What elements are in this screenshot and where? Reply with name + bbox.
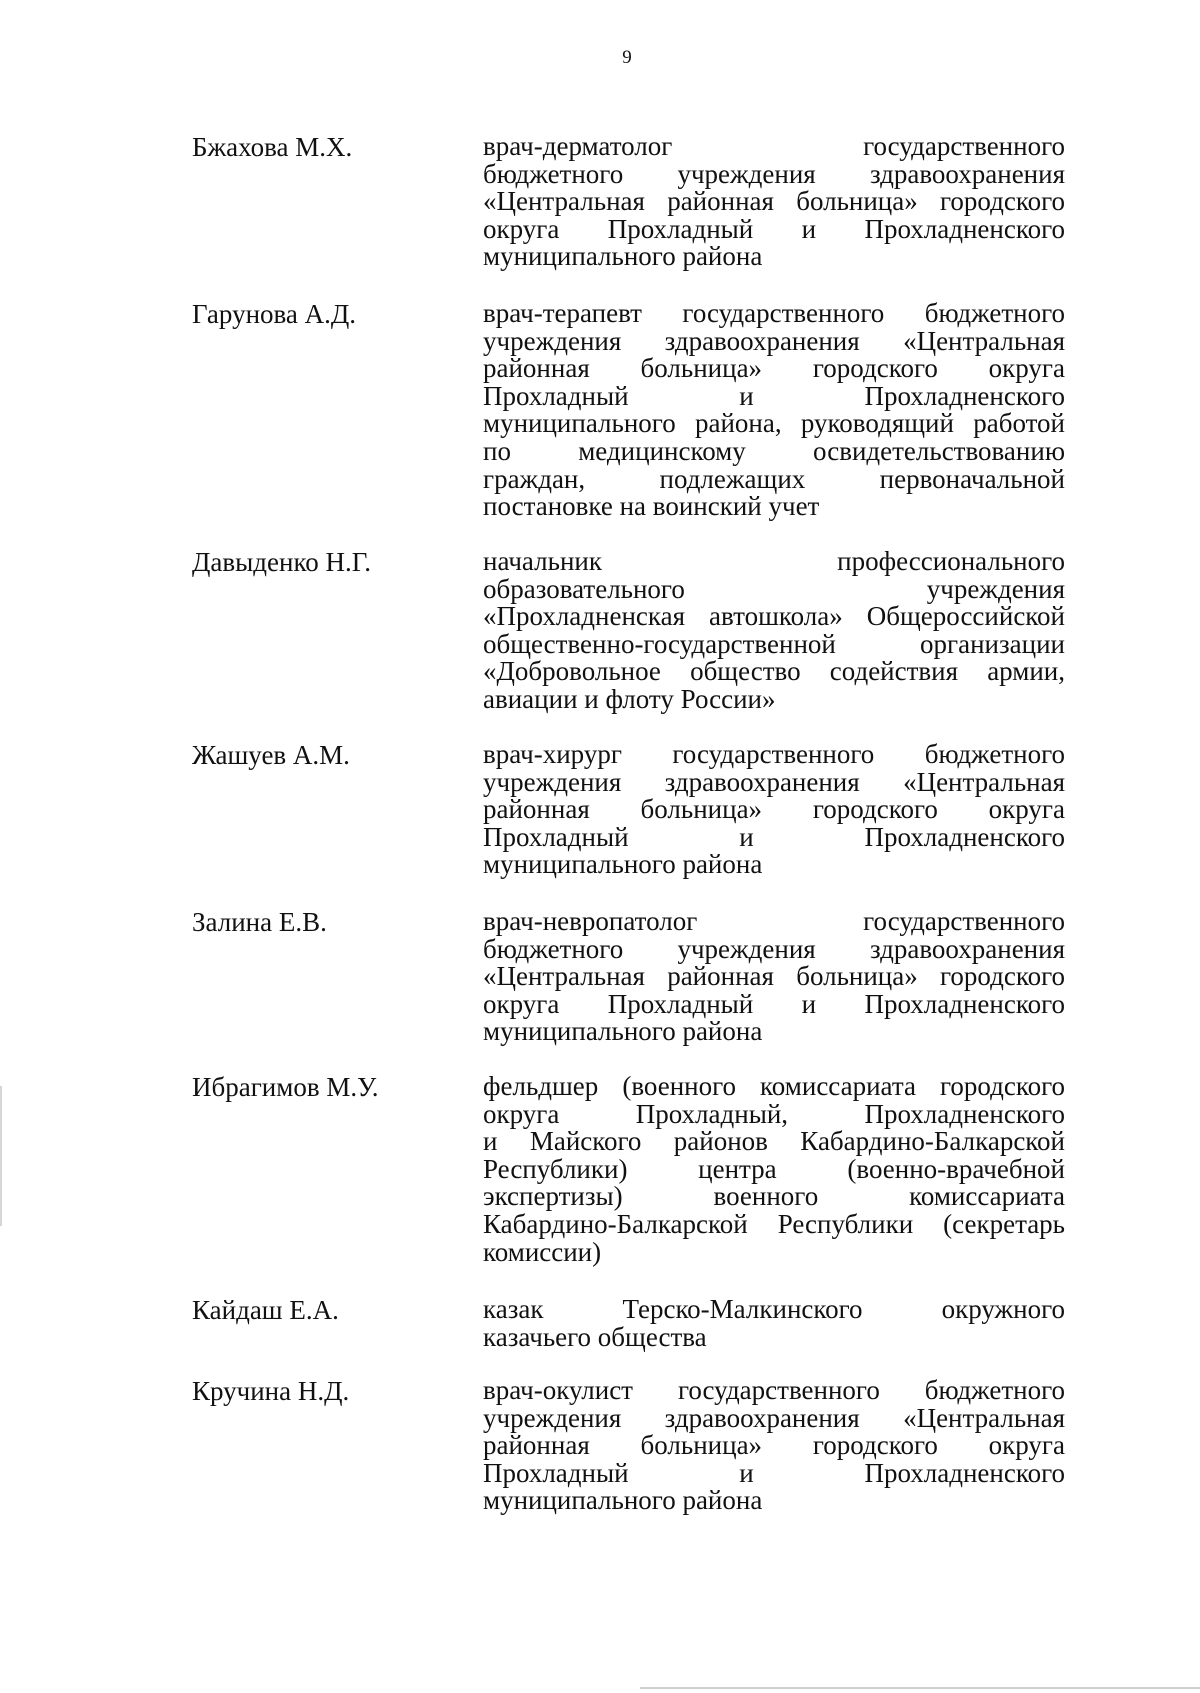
position-line: Прохладный и Прохладненского	[483, 821, 1065, 852]
position-line: казачьего общества	[483, 1321, 707, 1352]
position-line: учреждения здравоохранения «Центральная	[483, 766, 1065, 797]
member-name: Кручина Н.Д.	[192, 1376, 350, 1406]
position-line: округа Прохладный, Прохладненского	[483, 1098, 1065, 1129]
member-position	[483, 1296, 1065, 1351]
position-line: Республики) центра (военно-врачебной	[483, 1153, 1065, 1184]
position-line: районная больница» городского округа	[483, 794, 1065, 825]
position-line: врач-окулист государственного бюджетного	[483, 1375, 1065, 1405]
position-line: экспертизы) военного комиссариата	[483, 1181, 1065, 1212]
position-line: образовательного учреждения	[483, 573, 1065, 604]
position-line: по медицинскому освидетельствованию	[483, 435, 1065, 466]
position-line: Прохладный и Прохладненского	[483, 1457, 1065, 1488]
member-name: Кайдаш Е.А.	[192, 1295, 339, 1325]
position-line: учреждения здравоохранения «Центральная	[483, 325, 1065, 356]
position-line: округа Прохладный и Прохладненского	[483, 213, 1065, 244]
position-line: Прохладный и Прохладненского	[483, 380, 1065, 411]
member-position	[483, 548, 1065, 714]
member-position	[483, 133, 1065, 271]
scan-bottom-edge	[640, 1687, 1200, 1689]
position-line: «Центральная районная больница» городского	[483, 961, 1065, 992]
member-name: Давыденко Н.Г.	[192, 547, 372, 577]
position-line: учреждения здравоохранения «Центральная	[483, 1402, 1065, 1433]
member-position	[483, 1073, 1065, 1266]
position-line: «Центральная районная больница» городского	[483, 186, 1065, 217]
position-line: врач-хирург государственного бюджетного	[483, 739, 1065, 769]
position-line: авиации и флоту России»	[483, 683, 776, 714]
position-line: фельдшер (военного комиссариата городского	[483, 1071, 1065, 1101]
position-line: муниципального района	[483, 241, 763, 272]
position-line: «Добровольное общество содействия армии,	[483, 656, 1065, 687]
member-name: Жашуев А.М.	[192, 740, 350, 770]
position-line: муниципального района	[483, 1016, 763, 1047]
member-position	[483, 300, 1065, 521]
position-line: и Майского районов Кабардино-Балкарской	[483, 1126, 1065, 1157]
scan-edge-mark	[0, 1086, 2, 1226]
member-name: Ибрагимов М.У.	[192, 1072, 379, 1102]
position-line: комиссии)	[483, 1236, 602, 1267]
position-line: Кабардино-Балкарской Республики (секретарь	[483, 1208, 1065, 1239]
member-position	[483, 908, 1065, 1046]
position-line: районная больница» городского округа	[483, 353, 1065, 384]
page-number: 9	[622, 47, 632, 68]
member-name: Залина Е.В.	[192, 907, 327, 937]
position-line: казак Терско-Малкинского окружного	[483, 1294, 1065, 1324]
position-line: начальник профессионального	[483, 546, 1065, 576]
position-line: врач-невропатолог государственного	[483, 906, 1065, 936]
position-line: «Прохладненская автошкола» Общероссийской	[483, 601, 1065, 632]
position-line: врач-терапевт государственного бюджетного	[483, 298, 1065, 328]
member-position	[483, 1377, 1065, 1515]
position-line: постановке на воинский учет	[483, 491, 820, 522]
member-name: Гарунова А.Д.	[192, 299, 357, 329]
member-name: Бжахова М.Х.	[192, 132, 353, 162]
position-line: районная больница» городского округа	[483, 1430, 1065, 1461]
member-position	[483, 741, 1065, 879]
position-line: муниципального района	[483, 1485, 763, 1516]
position-line: округа Прохладный и Прохладненского	[483, 988, 1065, 1019]
position-line: общественно-государственной организации	[483, 628, 1065, 659]
position-line: врач-дерматолог государственного	[483, 131, 1065, 161]
position-line: муниципального района, руководящий работой	[483, 408, 1065, 439]
position-line: муниципального района	[483, 849, 763, 880]
position-line: бюджетного учреждения здравоохранения	[483, 158, 1065, 189]
position-line: граждан, подлежащих первоначальной	[483, 463, 1065, 494]
position-line: бюджетного учреждения здравоохранения	[483, 933, 1065, 964]
